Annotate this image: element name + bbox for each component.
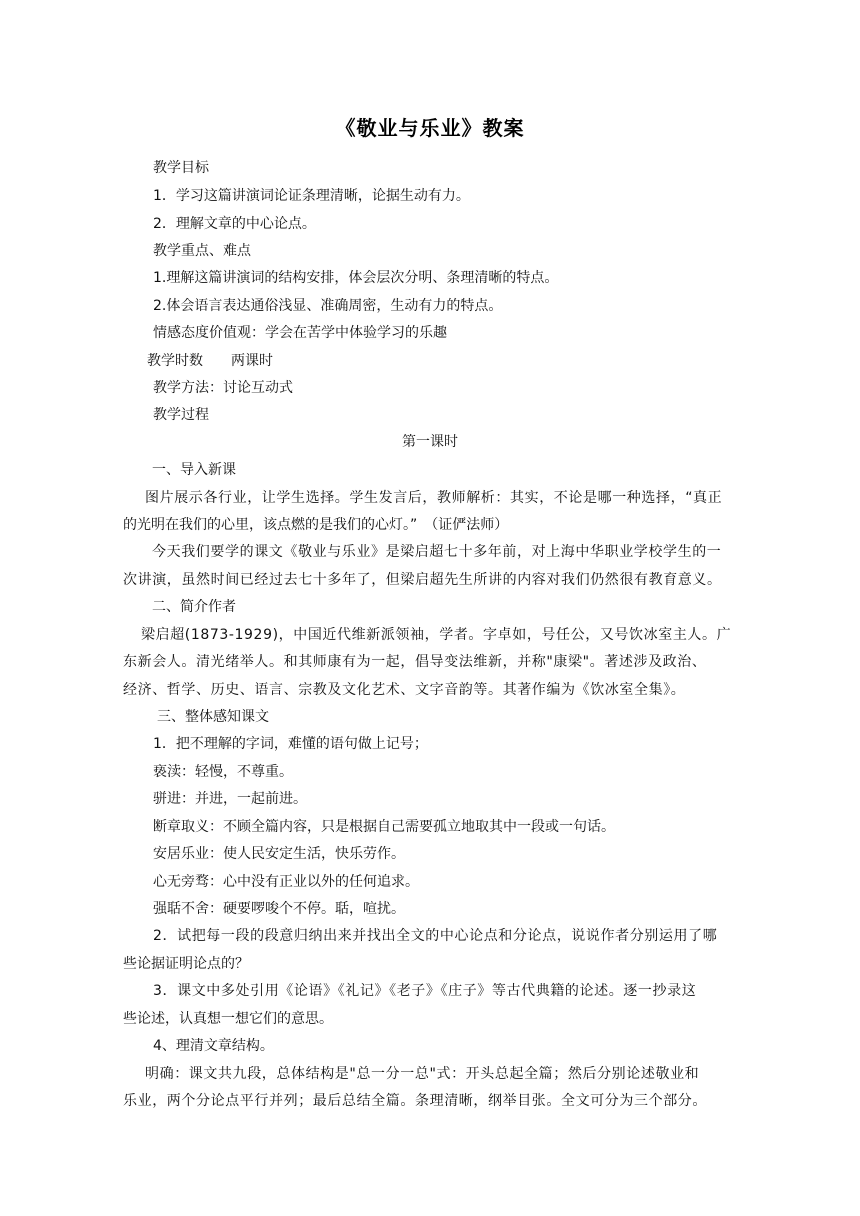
paragraph-line: 1．把不理解的字词，难懂的语句做上记号； [153, 736, 428, 752]
section-heading-overview: 三、整体感知课文 [157, 709, 269, 725]
paragraph-line: 2．试把每一段的段意归纳出来并找出全文的中心论点和分论点，说说作者分别运用了哪 [153, 928, 718, 944]
vocabulary-item: 断章取义：不顾全篇内容，只是根据自己需要孤立地取其中一段或一句话。 [153, 819, 615, 835]
paragraph-line: 教学时数 两课时 [147, 353, 273, 369]
vocabulary-item: 心无旁骛：心中没有正业以外的任何追求。 [153, 874, 419, 890]
paragraph-line: 4、理清文章结构。 [153, 1038, 274, 1054]
paragraph-line: 情感态度价值观：学会在苦学中体验学习的乐趣 [153, 325, 447, 341]
section-heading-teaching-process: 教学过程 [153, 407, 209, 423]
lesson-heading: 第一课时 [402, 434, 458, 450]
section-heading-key-points: 教学重点、难点 [153, 243, 251, 259]
paragraph-line: 明确：课文共九段，总体结构是"总一分一总"式：开头总起全篇；然后分别论述敬业和 [145, 1066, 700, 1082]
paragraph-line: 经济、哲学、历史、语言、宗教及文化艺术、文字音韵等。其著作编为《饮冰室全集》。 [123, 682, 686, 698]
paragraph-line: 东新会人。清光绪举人。和其师康有为一起，倡导变法维新，并称"康梁"。著述涉及政治、 [123, 654, 707, 670]
vocabulary-item: 亵渎：轻慢，不尊重。 [153, 764, 293, 780]
paragraph-line: 1．学习这篇讲演词论证条理清晰，论据生动有力。 [153, 188, 470, 204]
paragraph-line: 2.体会语言表达通俗浅显、准确周密，生动有力的特点。 [153, 298, 503, 314]
paragraph-line: 1.理解这篇讲演词的结构安排，体会层次分明、条理清晰的特点。 [153, 270, 559, 286]
paragraph-line: 的光明在我们的心里，该点燃的是我们的心灯。” （证俨法师） [123, 517, 509, 533]
paragraph-line: 乐业，两个分论点平行并列；最后总结全篇。条理清晰，纲举目张。全文可分为三个部分。 [123, 1093, 707, 1109]
document-title: 《敬业与乐业》教案 [335, 116, 525, 140]
paragraph-line: 教学方法：讨论互动式 [153, 380, 293, 396]
vocabulary-item: 骈进：并进，一起前进。 [153, 791, 307, 807]
paragraph-line: 3．课文中多处引用《论语》《礼记》《老子》《庄子》等古代典籍的论述。逐一抄录这 [153, 983, 697, 999]
section-heading-author: 二、简介作者 [152, 599, 236, 615]
vocabulary-item: 强聒不舍：硬要啰唆个不停。聒，喧扰。 [153, 901, 405, 917]
paragraph-line: 图片展示各行业，让学生选择。学生发言后，教师解析：其实，不论是哪一种选择，“真正 [145, 490, 723, 506]
paragraph-line: 次讲演，虽然时间已经过去七十多年了，但梁启超先生所讲的内容对我们仍然很有教育意义。 [123, 572, 722, 588]
section-heading-teaching-goals: 教学目标 [153, 160, 209, 176]
paragraph-line: 今天我们要学的课文《敬业与乐业》是梁启超七十多年前，对上海中华职业学校学生的一 [152, 544, 722, 560]
paragraph-line: 些论述，认真想一想它们的意思。 [123, 1011, 333, 1027]
paragraph-line: 些论据证明论点的？ [123, 956, 249, 972]
vocabulary-item: 安居乐业：使人民安定生活，快乐劳作。 [153, 846, 405, 862]
section-heading-intro: 一、导入新课 [152, 462, 236, 478]
paragraph-line: 2．理解文章的中心论点。 [153, 216, 316, 232]
paragraph-line: 梁启超(1873-1929)，中国近代维新派领袖，学者。字卓如，号任公，又号饮冰室主人。广 [141, 627, 732, 643]
